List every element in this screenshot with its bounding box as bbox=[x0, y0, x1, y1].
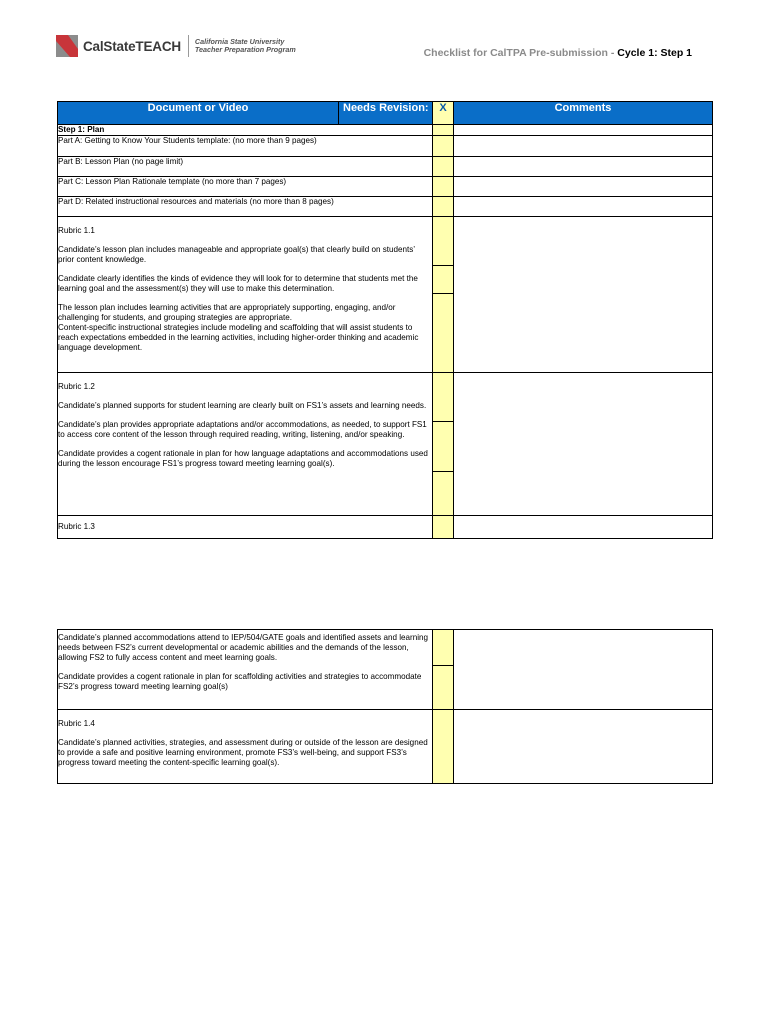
rubric-1-1-text bbox=[58, 217, 433, 373]
rubric-1-1-criterion: Candidate’s lesson plan includes manageable and appropriate goal(s) that clearly build on students’ prior content knowledge. bbox=[58, 245, 415, 264]
column-x: X bbox=[433, 102, 454, 125]
page-title-cycle: Cycle 1: Step 1 bbox=[617, 47, 692, 59]
rubric-1-3-criterion: Candidate’s planned accommodations attend to IEP/504/GATE goals and identified assets and learning needs between FS2’s current developmental or academic abilities and the demands of the lesson, allowing FS2 to fully access content and meet learning goals. bbox=[58, 633, 429, 662]
column-document: Document or Video bbox=[58, 102, 339, 125]
part-c-label: Part C: Lesson Plan Rationale template (no more than 7 pages) bbox=[58, 177, 433, 197]
rubric-1-3-criterion: Candidate provides a cogent rationale in plan for scaffolding activities and strategies to accommodate FS2’s progress toward meeting learning goal(s) bbox=[58, 672, 422, 691]
comment-cell[interactable] bbox=[454, 373, 713, 516]
rubric-1-2-title: Rubric 1.2 bbox=[58, 382, 95, 391]
column-needs-revision: Needs Revision: bbox=[339, 102, 433, 125]
rubric-1-1-criterion: Content-specific instructional strategies include modeling and scaffolding that will assist students to reach expectations embedded in the learning activities, including higher-order thinking and academic language development. bbox=[58, 323, 419, 352]
revision-checkbox[interactable] bbox=[433, 197, 454, 217]
table-row bbox=[58, 177, 713, 197]
rubric-1-2-criterion: Candidate’s planned supports for student learning are clearly built on FS1’s assets and learning needs. bbox=[58, 401, 427, 410]
revision-checkbox[interactable] bbox=[433, 630, 454, 710]
step-label: Step 1: Plan bbox=[58, 125, 433, 136]
revision-checkbox[interactable] bbox=[433, 136, 454, 157]
column-comments: Comments bbox=[454, 102, 713, 125]
logo-wordmark: CalStateTEACH bbox=[83, 38, 181, 54]
revision-checkbox[interactable] bbox=[433, 157, 454, 177]
comment-cell[interactable] bbox=[454, 710, 713, 784]
logo-divider bbox=[188, 35, 189, 57]
revision-checkbox[interactable] bbox=[433, 373, 454, 516]
part-a-label: Part A: Getting to Know Your Students template: (no more than 9 pages) bbox=[58, 136, 433, 157]
rubric-1-4-criterion: Candidate’s planned activities, strategies, and assessment during or outside of the lesson are designed to provide a safe and positive learning environment, promote FS3’s well-being, and support FS3’s progress toward meeting the content-specific learning goal(s). bbox=[58, 738, 428, 767]
table-header-row bbox=[58, 102, 713, 125]
page-title bbox=[424, 47, 692, 59]
logo-subtitle: California State University Teacher Preparation Program bbox=[194, 36, 296, 54]
rubric-1-2-criterion: Candidate provides a cogent rationale in plan for how language adaptations and accommodations used during the lesson encourage FS1’s progress toward meeting learning goal(s). bbox=[58, 449, 428, 468]
comment-cell[interactable] bbox=[454, 125, 713, 136]
comment-cell[interactable] bbox=[454, 630, 713, 710]
checklist-table-continued bbox=[57, 629, 713, 784]
comment-cell[interactable] bbox=[454, 136, 713, 157]
rubric-1-3-continued-row bbox=[58, 630, 713, 710]
rubric-1-1-row bbox=[58, 217, 713, 373]
rubric-1-3-text bbox=[58, 630, 433, 710]
comment-cell[interactable] bbox=[454, 157, 713, 177]
table-row bbox=[58, 157, 713, 177]
rubric-1-2-text bbox=[58, 373, 433, 516]
comment-cell[interactable] bbox=[454, 217, 713, 373]
rubric-1-1-criterion: The lesson plan includes learning activities that are appropriately supporting, engaging, and/or challenging for students, and grouping strategies are appropriate. bbox=[58, 303, 396, 322]
table-row bbox=[58, 136, 713, 157]
part-d-label: Part D: Related instructional resources and materials (no more than 8 pages) bbox=[58, 197, 433, 217]
table-row bbox=[58, 197, 713, 217]
rubric-1-1-title: Rubric 1.1 bbox=[58, 226, 95, 235]
rubric-1-3-row bbox=[58, 516, 713, 539]
revision-checkbox[interactable] bbox=[433, 217, 454, 373]
rubric-1-3-title: Rubric 1.3 bbox=[58, 516, 433, 539]
rubric-1-4-row bbox=[58, 710, 713, 784]
revision-checkbox[interactable] bbox=[433, 516, 454, 539]
rubric-1-4-text bbox=[58, 710, 433, 784]
calstateteach-logo bbox=[56, 34, 296, 58]
revision-checkbox[interactable] bbox=[433, 710, 454, 784]
revision-checkbox[interactable] bbox=[433, 177, 454, 197]
comment-cell[interactable] bbox=[454, 197, 713, 217]
revision-checkbox[interactable] bbox=[433, 125, 454, 136]
rubric-1-4-title: Rubric 1.4 bbox=[58, 719, 95, 728]
step-row bbox=[58, 125, 713, 136]
logo-mark-icon bbox=[56, 35, 78, 57]
part-b-label: Part B: Lesson Plan (no page limit) bbox=[58, 157, 433, 177]
rubric-1-1-criterion: Candidate clearly identifies the kinds of evidence they will look for to determine that students met the learning goal and the assessment(s) they will use to make this determination. bbox=[58, 274, 418, 293]
rubric-1-2-criterion: Candidate’s plan provides appropriate adaptations and/or accommodations, as needed, to support FS1 to access core content of the lesson through required reading, writing, listening, and/or speaking. bbox=[58, 420, 427, 439]
page-title-prefix: Checklist for CalTPA Pre-submission - bbox=[423, 47, 618, 59]
comment-cell[interactable] bbox=[454, 516, 713, 539]
comment-cell[interactable] bbox=[454, 177, 713, 197]
checklist-table bbox=[57, 101, 713, 539]
rubric-1-2-row bbox=[58, 373, 713, 516]
